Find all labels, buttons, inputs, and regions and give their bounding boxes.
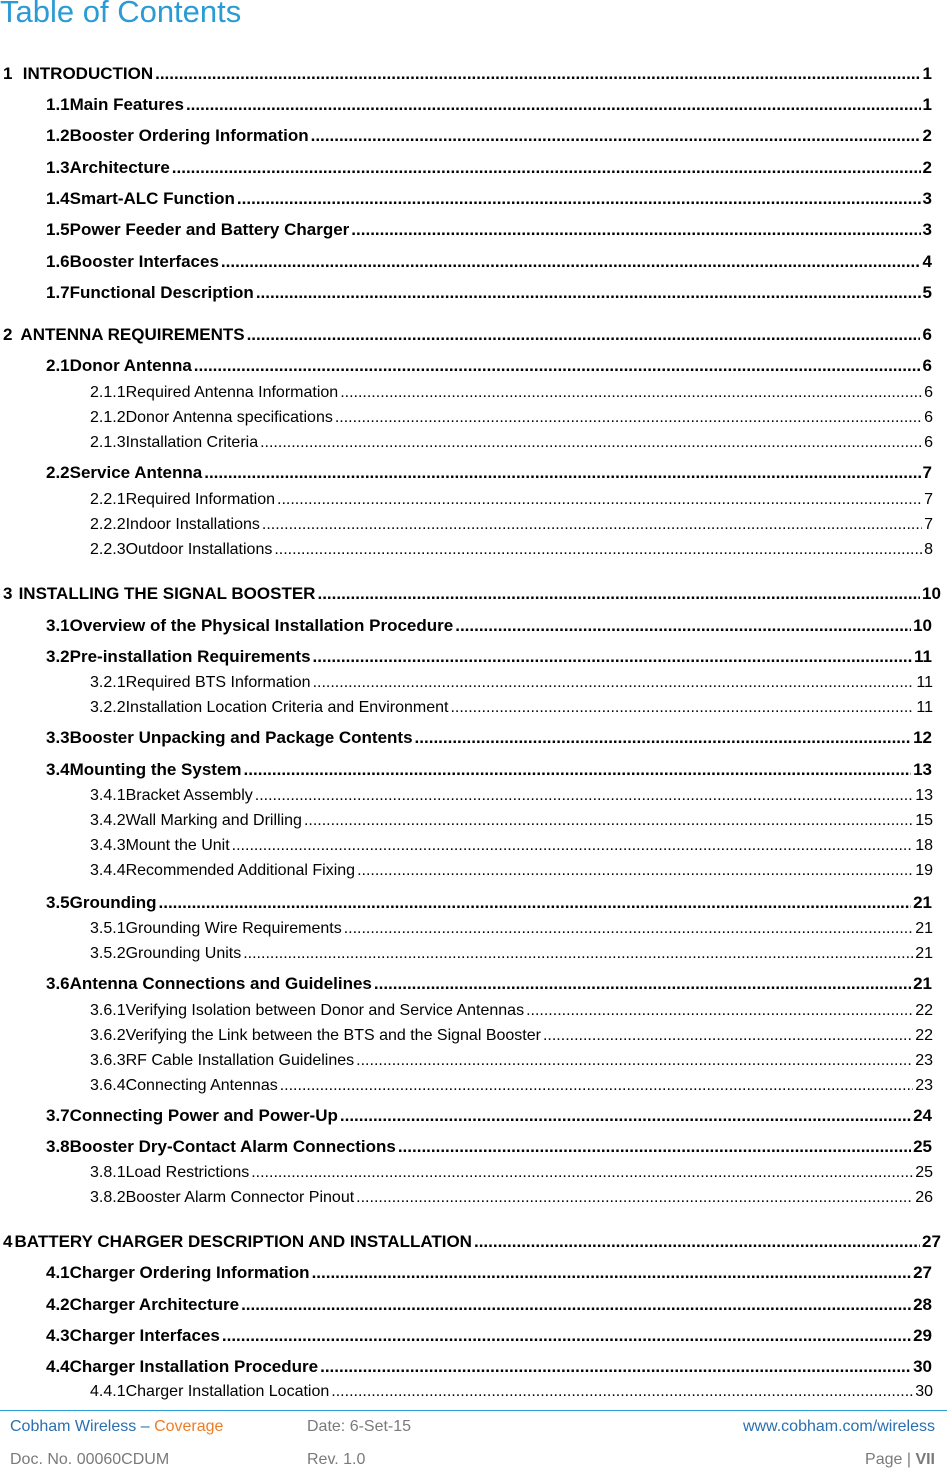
footer-date: Date: 6-Set-15 — [307, 1418, 412, 1435]
toc-entry-level-1[interactable] — [3, 1232, 941, 1252]
toc-leader-dots — [313, 647, 912, 667]
toc-leader-dots — [356, 1052, 913, 1070]
toc-entry-page: 2 — [922, 126, 932, 145]
toc-leader-dots — [415, 728, 912, 748]
toc-entry-title: Booster Dry-Contact Alarm Connections — [69, 1137, 396, 1156]
toc-entry-number: 3.4.1 — [90, 787, 126, 804]
toc-entry-number: 3.6.4 — [90, 1077, 126, 1094]
toc-leader-dots — [237, 189, 921, 209]
toc-entry-level-2[interactable] — [46, 220, 932, 240]
toc-entry-number: 3.8.2 — [90, 1189, 126, 1206]
toc-entry-number: 3.2.1 — [90, 674, 126, 691]
toc-entry-number: 3.2.2 — [90, 699, 126, 716]
toc-entry-level-2[interactable] — [46, 1295, 932, 1315]
toc-entry-page: 27 — [913, 1263, 932, 1282]
toc-entry-title: Booster Interfaces — [69, 252, 219, 271]
toc-entry-level-2[interactable] — [46, 647, 932, 667]
toc-entry-page: 11 — [914, 647, 932, 666]
footer-company-name: Cobham Wireless — [10, 1418, 137, 1435]
toc-entry-title: Charger Installation Procedure — [69, 1357, 319, 1376]
toc-entry-number: 3.5.2 — [90, 945, 126, 962]
toc-entry-number: 3.5.1 — [90, 920, 126, 937]
toc-leader-dots — [356, 1189, 913, 1207]
toc-entry-level-2[interactable] — [46, 1137, 932, 1157]
toc-entry-number: 4 — [3, 1232, 13, 1251]
toc-entry-page: 1 — [922, 64, 932, 83]
toc-leader-dots — [313, 674, 915, 692]
toc-entry-number: 3.3 — [46, 728, 70, 747]
toc-entry-number: 1 — [3, 64, 13, 83]
footer-page — [865, 1451, 935, 1469]
toc-leader-dots — [344, 920, 914, 938]
toc-entry-title: Installation Location Criteria and Environment — [125, 699, 449, 716]
toc-leader-dots — [159, 893, 912, 913]
toc-entry-title: Grounding Units — [125, 945, 242, 962]
toc-entry-title: Functional Description — [69, 283, 254, 302]
toc-entry-title: Required Antenna Information — [125, 384, 339, 401]
toc-entry-title: Antenna Connections and Guidelines — [69, 974, 372, 993]
toc-entry-title: Outdoor Installations — [125, 541, 273, 558]
toc-entry-number: 3.6 — [46, 974, 70, 993]
toc-entry-number: 1.5 — [46, 220, 70, 239]
toc-leader-dots — [312, 1263, 912, 1283]
toc-entry-page: 1 — [922, 95, 932, 114]
toc-entry-title: Pre-installation Requirements — [69, 647, 311, 666]
toc-entry-title: Charger Architecture — [69, 1295, 240, 1314]
toc-entry-title: Charger Installation Location — [125, 1383, 330, 1400]
toc-entry-page: 7 — [924, 516, 933, 533]
page-title: Table of Contents — [0, 0, 242, 29]
toc-entry-title: Verifying Isolation between Donor and Service Antennas — [125, 1002, 525, 1019]
toc-entry-page: 4 — [922, 252, 932, 271]
toc-entry-title: Required BTS Information — [125, 674, 311, 691]
toc-entry-page: 18 — [915, 837, 933, 854]
toc-leader-dots — [255, 787, 913, 805]
toc-entry-level-3[interactable] — [90, 541, 933, 559]
toc-entry-page: 25 — [915, 1164, 933, 1181]
toc-entry-title: Main Features — [69, 95, 184, 114]
toc-leader-dots — [221, 252, 921, 272]
toc-entry-level-3[interactable] — [90, 1189, 933, 1207]
toc-leader-dots — [335, 409, 922, 427]
toc-leader-dots — [304, 812, 913, 830]
toc-entry-page: 6 — [924, 434, 933, 451]
toc-leader-dots — [543, 1027, 913, 1045]
toc-entry-page: 7 — [924, 491, 933, 508]
toc-entry-number: 4.3 — [46, 1326, 70, 1345]
toc-entry-page: 13 — [913, 760, 932, 779]
toc-entry-number: 2.1.2 — [90, 409, 126, 426]
toc-entry-page: 3 — [922, 220, 932, 239]
toc-leader-dots — [340, 1106, 911, 1126]
toc-entry-page: 10 — [922, 584, 941, 603]
toc-entry-page: 21 — [913, 974, 932, 993]
toc-entry-number: 1.7 — [46, 283, 70, 302]
toc-entry-title: Installation Criteria — [125, 434, 259, 451]
toc-leader-dots — [232, 837, 914, 855]
toc-entry-page: 30 — [913, 1357, 932, 1376]
toc-leader-dots — [256, 283, 921, 303]
footer-website-link[interactable]: www.cobham.com/wireless — [742, 1418, 935, 1435]
toc-entry-number: 3.4.3 — [90, 837, 126, 854]
toc-entry-title: Bracket Assembly — [125, 787, 253, 804]
toc-entry-page: 29 — [913, 1326, 932, 1345]
toc-entry-number: 4.2 — [46, 1295, 70, 1314]
toc-leader-dots — [247, 325, 920, 345]
toc-entry-level-2[interactable] — [46, 1263, 932, 1283]
toc-entry-level-3[interactable] — [90, 1002, 933, 1020]
toc-entry-title: Booster Ordering Information — [69, 126, 309, 145]
toc-entry-level-3[interactable] — [90, 516, 933, 534]
toc-entry-title: INTRODUCTION — [22, 64, 154, 83]
toc-entry-level-2[interactable] — [46, 126, 932, 146]
footer-page-number: VII — [915, 1451, 935, 1468]
toc-entry-title: RF Cable Installation Guidelines — [125, 1052, 355, 1069]
toc-entry-level-3[interactable] — [90, 837, 933, 855]
toc-entry-page: 21 — [915, 945, 933, 962]
toc-entry-page: 13 — [915, 787, 933, 804]
footer-page-label: Page | — [865, 1451, 916, 1468]
toc-entry-number: 3.4.4 — [90, 862, 126, 879]
toc-leader-dots — [357, 862, 913, 880]
toc-entry-level-1[interactable] — [3, 325, 932, 345]
toc-entry-level-3[interactable] — [90, 1164, 933, 1182]
toc-entry-number: 3.6.1 — [90, 1002, 126, 1019]
toc-entry-title: Recommended Additional Fixing — [125, 862, 356, 879]
toc-entry-level-2[interactable] — [46, 283, 932, 303]
toc-entry-level-3[interactable] — [90, 862, 933, 880]
toc-entry-page: 11 — [916, 699, 933, 716]
toc-entry-page: 21 — [913, 893, 932, 912]
toc-entry-level-2[interactable] — [46, 728, 932, 748]
toc-entry-page: 19 — [915, 862, 933, 879]
toc-leader-dots — [474, 1232, 920, 1252]
toc-entry-number: 2.2.1 — [90, 491, 126, 508]
toc-entry-page: 3 — [922, 189, 932, 208]
toc-entry-number: 2 — [3, 325, 13, 344]
footer-divider — [0, 1410, 947, 1411]
toc-entry-title: Architecture — [69, 158, 170, 177]
toc-entry-number: 1.3 — [46, 158, 70, 177]
toc-entry-title: Connecting Power and Power-Up — [69, 1106, 338, 1125]
toc-leader-dots — [277, 491, 922, 509]
toc-entry-page: 6 — [922, 356, 932, 375]
toc-entry-page: 5 — [922, 283, 932, 302]
toc-entry-number: 4.4.1 — [90, 1383, 126, 1400]
toc-leader-dots — [280, 1077, 913, 1095]
toc-entry-number: 3.4 — [46, 760, 70, 779]
toc-leader-dots — [320, 1357, 911, 1377]
toc-leader-dots — [241, 1295, 911, 1315]
toc-entry-title: Indoor Installations — [125, 516, 260, 533]
toc-entry-level-2[interactable] — [46, 760, 932, 780]
toc-entry-title: Grounding — [69, 893, 157, 912]
toc-entry-number: 2.1.3 — [90, 434, 126, 451]
toc-entry-title: Mount the Unit — [125, 837, 230, 854]
toc-entry-level-2[interactable] — [46, 252, 932, 272]
toc-entry-title: Overview of the Physical Installation Procedure — [69, 616, 454, 635]
toc-entry-page: 6 — [922, 325, 932, 344]
toc-entry-number: 3.4.2 — [90, 812, 126, 829]
toc-entry-page: 12 — [913, 728, 932, 747]
toc-entry-title: Donor Antenna specifications — [125, 409, 333, 426]
toc-entry-title: Grounding Wire Requirements — [125, 920, 342, 937]
toc-entry-page: 21 — [915, 920, 933, 937]
toc-entry-page: 27 — [922, 1232, 941, 1251]
toc-leader-dots — [331, 1383, 913, 1401]
toc-entry-level-3[interactable] — [90, 491, 933, 509]
toc-entry-number: 3.6.2 — [90, 1027, 126, 1044]
toc-entry-title: Donor Antenna — [69, 356, 192, 375]
toc-entry-number: 3.2 — [46, 647, 70, 666]
toc-entry-page: 25 — [913, 1137, 932, 1156]
toc-entry-level-3[interactable] — [90, 384, 933, 402]
toc-leader-dots — [204, 463, 920, 483]
toc-leader-dots — [194, 356, 921, 376]
toc-entry-title: ANTENNA REQUIREMENTS — [20, 325, 245, 344]
toc-leader-dots — [455, 616, 911, 636]
toc-entry-level-3[interactable] — [90, 699, 933, 717]
toc-entry-level-3[interactable] — [90, 1383, 933, 1401]
toc-entry-number: 1.6 — [46, 252, 70, 271]
footer-company — [10, 1418, 223, 1436]
toc-entry-number: 3.8 — [46, 1137, 70, 1156]
toc-entry-title: Verifying the Link between the BTS and the Signal Booster — [125, 1027, 541, 1044]
toc-entry-page: 30 — [915, 1383, 933, 1400]
toc-entry-title: Charger Interfaces — [69, 1326, 220, 1345]
toc-entry-level-3[interactable] — [90, 674, 933, 692]
toc-leader-dots — [243, 945, 913, 963]
toc-entry-level-3[interactable] — [90, 945, 933, 963]
toc-entry-title: Wall Marking and Drilling — [125, 812, 302, 829]
toc-entry-level-3[interactable] — [90, 1077, 933, 1095]
toc-leader-dots — [222, 1326, 911, 1346]
toc-leader-dots — [155, 64, 920, 84]
toc-leader-dots — [260, 434, 922, 452]
toc-entry-page: 23 — [915, 1077, 933, 1094]
toc-entry-page: 24 — [913, 1106, 932, 1125]
toc-leader-dots — [311, 126, 921, 146]
toc-leader-dots — [172, 158, 921, 178]
toc-entry-level-2[interactable] — [46, 95, 932, 115]
toc-leader-dots — [317, 584, 920, 604]
toc-leader-dots — [244, 760, 912, 780]
toc-entry-page: 22 — [915, 1002, 933, 1019]
toc-entry-level-3[interactable] — [90, 434, 933, 452]
toc-entry-number: 3.1 — [46, 616, 70, 635]
toc-entry-number: 3.8.1 — [90, 1164, 126, 1181]
footer-doc-number: Doc. No. 00060CDUM — [10, 1451, 170, 1468]
toc-entry-title: INSTALLING THE SIGNAL BOOSTER — [18, 584, 316, 603]
toc-entry-title: Power Feeder and Battery Charger — [69, 220, 350, 239]
toc-entry-number: 2.2.2 — [90, 516, 126, 533]
toc-entry-title: Connecting Antennas — [125, 1077, 278, 1094]
toc-entry-title: Load Restrictions — [125, 1164, 250, 1181]
toc-entry-level-3[interactable] — [90, 920, 933, 938]
toc-leader-dots — [340, 384, 922, 402]
toc-entry-level-2[interactable] — [46, 974, 932, 994]
toc-entry-page: 6 — [924, 384, 933, 401]
toc-leader-dots — [186, 95, 921, 115]
footer-division: Coverage — [154, 1418, 224, 1435]
toc-leader-dots — [274, 541, 922, 559]
toc-entry-level-2[interactable] — [46, 1106, 932, 1126]
toc-entry-title: Smart-ALC Function — [69, 189, 235, 208]
toc-entry-title: Booster Alarm Connector Pinout — [125, 1189, 355, 1206]
toc-leader-dots — [374, 974, 911, 994]
toc-entry-title: Charger Ordering Information — [69, 1263, 310, 1282]
toc-entry-level-3[interactable] — [90, 787, 933, 805]
toc-entry-level-2[interactable] — [46, 1326, 932, 1346]
toc-entry-level-2[interactable] — [46, 189, 932, 209]
footer-revision: Rev. 1.0 — [307, 1451, 366, 1468]
toc-entry-page: 7 — [922, 463, 932, 482]
toc-entry-number: 4.4 — [46, 1357, 70, 1376]
toc-leader-dots — [450, 699, 914, 717]
toc-entry-number: 2.2 — [46, 463, 70, 482]
toc-entry-title: Service Antenna — [69, 463, 203, 482]
toc-entry-number: 3 — [3, 584, 13, 603]
toc-entry-page: 26 — [915, 1189, 933, 1206]
toc-entry-number: 2.1.1 — [90, 384, 126, 401]
toc-leader-dots — [262, 516, 922, 534]
toc-entry-level-3[interactable] — [90, 1027, 933, 1045]
toc-entry-level-2[interactable] — [46, 1357, 932, 1377]
toc-entry-level-1[interactable] — [3, 584, 941, 604]
toc-entry-level-1[interactable] — [3, 64, 932, 84]
toc-entry-number: 2.1 — [46, 356, 70, 375]
toc-entry-title: Booster Unpacking and Package Contents — [69, 728, 413, 747]
toc-entry-page: 15 — [915, 812, 933, 829]
toc-entry-number: 1.4 — [46, 189, 70, 208]
toc-entry-level-2[interactable] — [46, 893, 932, 913]
toc-entry-page: 8 — [924, 541, 933, 558]
toc-entry-level-3[interactable] — [90, 1052, 933, 1070]
toc-entry-title: Required Information — [125, 491, 276, 508]
toc-entry-number: 4.1 — [46, 1263, 70, 1282]
toc-entry-number: 3.7 — [46, 1106, 70, 1125]
toc-entry-number: 1.1 — [46, 95, 70, 114]
toc-entry-page: 23 — [915, 1052, 933, 1069]
toc-entry-number: 2.2.3 — [90, 541, 126, 558]
toc-entry-number: 3.6.3 — [90, 1052, 126, 1069]
toc-entry-page: 22 — [915, 1027, 933, 1044]
toc-entry-number: 3.5 — [46, 893, 70, 912]
toc-entry-number: 1.2 — [46, 126, 70, 145]
toc-leader-dots — [351, 220, 920, 240]
toc-entry-title: Mounting the System — [69, 760, 242, 779]
toc-leader-dots — [398, 1137, 911, 1157]
toc-entry-level-2[interactable] — [46, 356, 932, 376]
toc-entry-page: 10 — [913, 616, 932, 635]
toc-leader-dots — [526, 1002, 913, 1020]
toc-entry-page: 2 — [922, 158, 932, 177]
toc-entry-page: 6 — [924, 409, 933, 426]
toc-entry-page: 28 — [913, 1295, 932, 1314]
toc-entry-level-3[interactable] — [90, 812, 933, 830]
toc-entry-level-2[interactable] — [46, 463, 932, 483]
footer-dash: – — [136, 1418, 155, 1435]
toc-entry-title: BATTERY CHARGER DESCRIPTION AND INSTALLATION — [14, 1232, 472, 1251]
toc-entry-level-2[interactable] — [46, 158, 932, 178]
toc-entry-level-3[interactable] — [90, 409, 933, 427]
toc-leader-dots — [251, 1164, 913, 1182]
toc-entry-level-2[interactable] — [46, 616, 932, 636]
toc-entry-page: 11 — [916, 674, 933, 691]
